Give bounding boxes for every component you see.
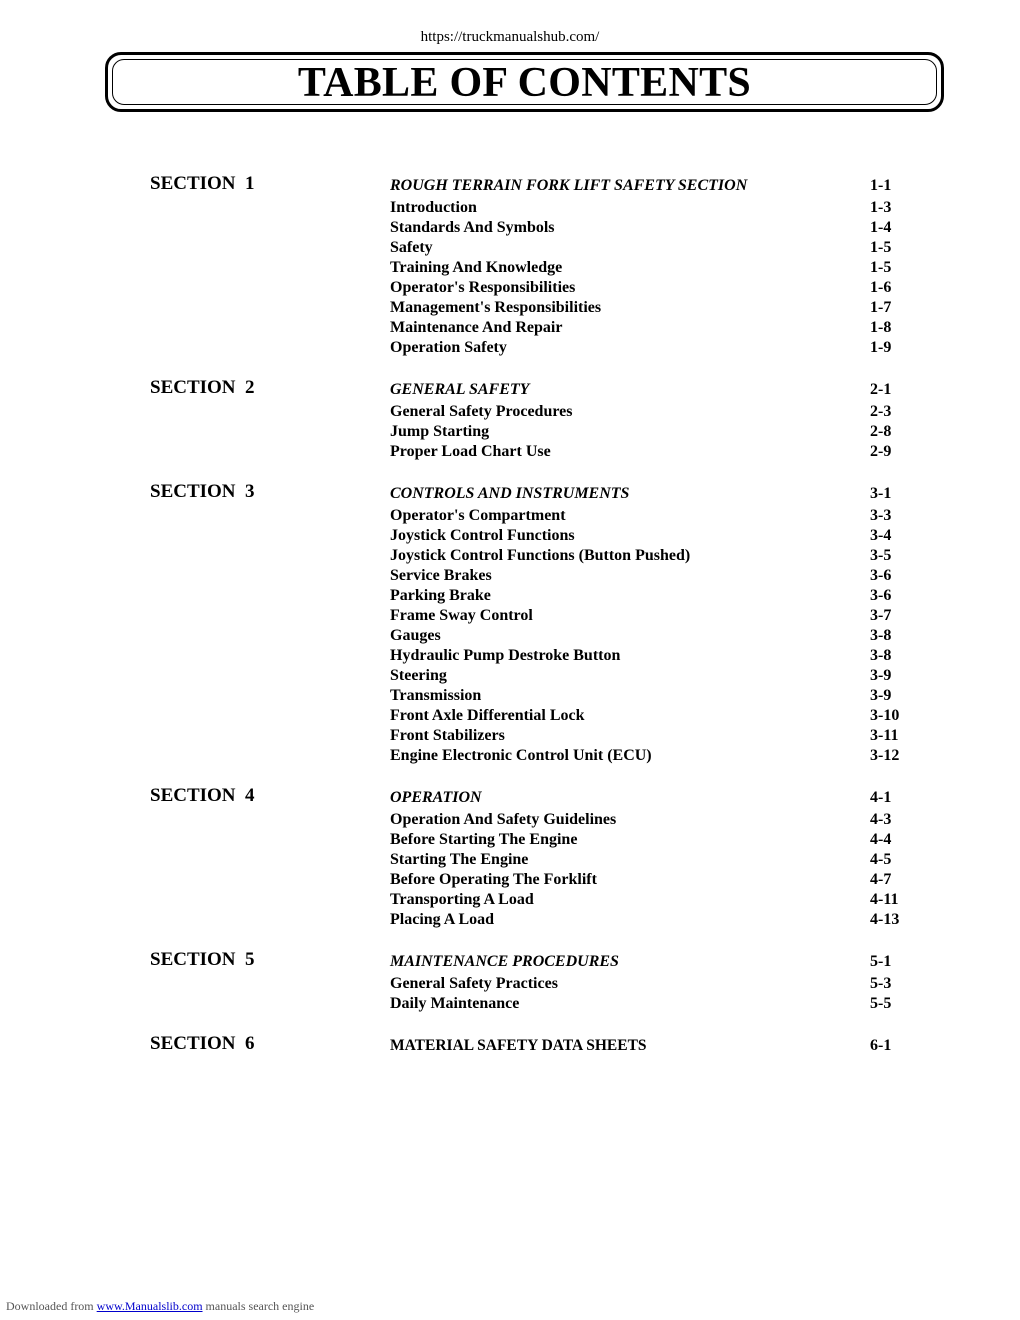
toc-entry[interactable] [390,526,930,546]
toc-entry-page: 2-8 [870,423,892,440]
toc-entry[interactable] [390,746,930,766]
toc-entry[interactable] [390,338,930,358]
source-url: https://truckmanualshub.com/ [420,29,600,45]
toc-entry-title: General Safety Practices [390,975,558,992]
toc-entry-page: 3-8 [870,627,892,644]
toc-section-heading[interactable] [390,1036,930,1056]
section-label: SECTION 2 [150,377,255,398]
toc-entry-title: Joystick Control Functions [390,527,575,544]
toc-entry[interactable] [390,442,930,462]
toc-entry-title: OPERATION [390,789,482,806]
toc-entry[interactable] [390,198,930,218]
toc-entry-title: CONTROLS AND INSTRUMENTS [390,485,630,502]
toc-entry[interactable] [390,238,930,258]
toc-entry-title: ROUGH TERRAIN FORK LIFT SAFETY SECTION [390,177,748,194]
toc-entry[interactable] [390,994,930,1014]
toc-entry[interactable] [390,646,930,666]
section-label: SECTION 3 [150,481,255,502]
toc-entry-title: Before Operating The Forklift [390,871,597,888]
toc-entry-title: MAINTENANCE PROCEDURES [390,953,619,970]
toc-entry-page: 3-8 [870,647,892,664]
toc-entry[interactable] [390,506,930,526]
footer-suffix: manuals search engine [202,1299,315,1313]
toc-entry-page: 3-5 [870,547,892,564]
toc-entry[interactable] [390,586,930,606]
toc-entry-page: 4-7 [870,871,892,888]
toc-entry-title: Training And Knowledge [390,259,563,276]
toc-entry-page: 3-10 [870,707,900,724]
toc-entry-title: Introduction [390,199,477,216]
toc-entry-page: 1-9 [870,339,892,356]
toc-entry-title: Transporting A Load [390,891,534,908]
toc-entry-page: 3-4 [870,527,892,544]
toc-entry-title: Hydraulic Pump Destroke Button [390,647,621,664]
toc-entry-page: 5-5 [870,995,892,1012]
toc-entry[interactable] [390,726,930,746]
toc-entry-page: 1-7 [870,299,892,316]
toc-entry-title: Management's Responsibilities [390,299,602,316]
toc-entry[interactable] [390,218,930,238]
toc-entry-page: 5-3 [870,975,892,992]
toc-entry-page: 4-11 [870,891,899,908]
toc-entry-page: 1-1 [870,177,892,194]
toc-entry-title: Operation Safety [390,339,507,356]
toc-entry-page: 1-5 [870,239,892,256]
toc-section-heading[interactable] [390,484,930,504]
toc-entry-page: 3-9 [870,667,892,684]
section-label: SECTION 5 [150,949,255,970]
toc-entry-title: Placing A Load [390,911,495,928]
toc-entry[interactable] [390,626,930,646]
download-footer [6,1298,314,1314]
section-label: SECTION 6 [150,1033,255,1054]
toc-entry-title: Operator's Responsibilities [390,279,576,296]
toc-entry-title: Operation And Safety Guidelines [390,811,617,828]
toc-entry-page: 3-7 [870,607,892,624]
toc-entry-page: 4-5 [870,851,892,868]
toc-entry-page: 6-1 [870,1037,892,1054]
toc-entry-page: 4-3 [870,811,892,828]
toc-entry[interactable] [390,402,930,422]
toc-entry[interactable] [390,566,930,586]
toc-entry-title: Transmission [390,687,482,704]
toc-entry[interactable] [390,422,930,442]
toc-entry-page: 2-9 [870,443,892,460]
toc-entry-title: MATERIAL SAFETY DATA SHEETS [390,1037,647,1054]
toc-entry-title: Standards And Symbols [390,219,555,236]
toc-entry-title: Proper Load Chart Use [390,443,551,460]
toc-entry[interactable] [390,546,930,566]
toc-entry-title: GENERAL SAFETY [390,381,530,398]
toc-entry[interactable] [390,298,930,318]
toc-entry[interactable] [390,258,930,278]
page-title: TABLE OF CONTENTS [297,60,752,106]
section-label: SECTION 4 [150,785,255,806]
toc-entry-title: Joystick Control Functions (Button Pushed) [390,547,691,564]
toc-entry-title: Front Stabilizers [390,727,505,744]
section-label: SECTION 1 [150,173,255,194]
toc-entry-page: 3-1 [870,485,892,502]
toc-entry-page: 2-1 [870,381,892,398]
toc-entry[interactable] [390,686,930,706]
toc-entry-title: Frame Sway Control [390,607,533,624]
toc-entry-page: 1-5 [870,259,892,276]
toc-entry[interactable] [390,810,930,830]
toc-section-heading[interactable] [390,176,930,196]
toc-entry-page: 1-6 [870,279,892,296]
toc-entry-page: 3-11 [870,727,899,744]
toc-entry[interactable] [390,830,930,850]
toc-entry-page: 1-8 [870,319,892,336]
manualslib-link[interactable]: www.Manualslib.com [96,1299,203,1313]
toc-entry[interactable] [390,870,930,890]
toc-entry-title: Maintenance And Repair [390,319,563,336]
toc-entry[interactable] [390,278,930,298]
toc-entry-page: 4-4 [870,831,892,848]
toc-entry-page: 3-12 [870,747,900,764]
toc-entry-title: Steering [390,667,447,684]
toc-section-heading[interactable] [390,380,930,400]
toc-entry-title: Starting The Engine [390,851,529,868]
toc-section-heading[interactable] [390,788,930,808]
toc-entry[interactable] [390,606,930,626]
toc-entry[interactable] [390,318,930,338]
title-frame [105,52,944,112]
toc-entry-page: 2-3 [870,403,892,420]
toc-entry[interactable] [390,974,930,994]
toc-entry-page: 3-9 [870,687,892,704]
footer-prefix: Downloaded from [6,1299,97,1313]
toc-entry-page: 5-1 [870,953,892,970]
toc-entry-title: Front Axle Differential Lock [390,707,585,724]
toc-entry-page: 4-13 [870,911,900,928]
toc-entry[interactable] [390,910,930,930]
toc-entry[interactable] [390,666,930,686]
toc-entry-title: Before Starting The Engine [390,831,578,848]
toc-entry[interactable] [390,890,930,910]
toc-entry-title: Engine Electronic Control Unit (ECU) [390,747,652,764]
toc-entry-title: Safety [390,239,433,256]
toc-entry-title: Daily Maintenance [390,995,520,1012]
toc-entry-title: Service Brakes [390,567,492,584]
toc-entry[interactable] [390,706,930,726]
toc-section-heading[interactable] [390,952,930,972]
toc-entry-page: 1-3 [870,199,892,216]
toc-entry-title: General Safety Procedures [390,403,573,420]
toc-entry-title: Parking Brake [390,587,491,604]
toc-entry-page: 3-6 [870,587,892,604]
toc-entry-page: 3-3 [870,507,892,524]
toc-entry-title: Jump Starting [390,423,490,440]
toc-entry-page: 3-6 [870,567,892,584]
toc-entry-page: 1-4 [870,219,892,236]
toc-entry-title: Gauges [390,627,441,644]
toc-entry[interactable] [390,850,930,870]
toc-entry-page: 4-1 [870,789,892,806]
toc-entry-title: Operator's Compartment [390,507,566,524]
